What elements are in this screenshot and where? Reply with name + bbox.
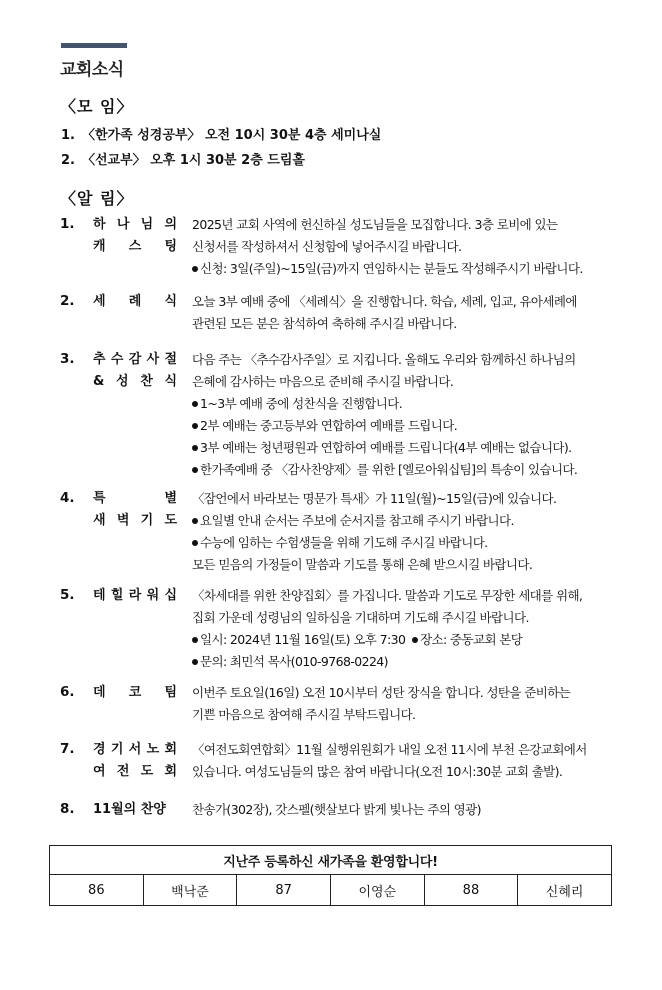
- notice-bullet-line: [192, 534, 622, 556]
- notice-label: [93, 490, 177, 534]
- notice-number: 4.: [60, 490, 75, 506]
- table-cell: 신혜리: [518, 875, 612, 906]
- notice-line: 관련된 모든 분은 참석하여 축하해 주시길 바랍니다.: [192, 316, 457, 331]
- bullet-icon: [192, 540, 198, 546]
- page-title: 교회소식: [60, 60, 124, 80]
- notice-line: 오늘 3부 예배 중에 〈세례식〉을 진행합니다. 학습, 세례, 입교, 유아세례에: [192, 294, 577, 309]
- notice-label: [93, 293, 177, 315]
- notice-bullet-text: 장소: 중동교회 본당: [420, 632, 523, 647]
- bullet-icon: [192, 401, 198, 407]
- notice-bullet-line: [192, 395, 622, 417]
- notice-label-line: & 성 찬 식: [93, 374, 177, 389]
- notice-content: [192, 684, 622, 728]
- notice-content: [192, 801, 622, 823]
- table-cell: 88: [424, 875, 518, 906]
- notice-number: 1.: [60, 216, 75, 232]
- notice-content: [192, 216, 622, 282]
- table-cell: 86: [50, 875, 144, 906]
- table-title: 지난주 등록하신 새가족을 환영합니다!: [50, 846, 612, 875]
- table-row: [50, 875, 612, 906]
- notice-bullet-text: 3부 예배는 청년평원과 연합하여 예배를 드립니다(4부 예배는 없습니다).: [200, 440, 572, 455]
- notice-bullet-text: 신청: 3일(주일)~15일(금)까지 연임하시는 분들도 작성해주시기 바랍니다.: [200, 261, 583, 276]
- notice-label-line: 경 기 서 노 회: [93, 742, 177, 757]
- notice-content: [192, 351, 622, 483]
- notice-line: 이번주 토요일(16일) 오전 10시부터 성탄 장식을 합니다. 성탄을 준비하는: [192, 685, 571, 700]
- bullet-icon: [412, 637, 418, 643]
- notice-bullet-text: 수능에 임하는 수험생들을 위해 기도해 주시길 바랍니다.: [200, 535, 488, 550]
- notice-label-line: 특 별: [93, 491, 177, 506]
- notice-bullet-line: [192, 439, 622, 461]
- notice-label-line: 11월의 찬양: [93, 802, 166, 817]
- notice-line: 〈잠언에서 바라보는 명문가 특새〉가 11일(월)~15일(금)에 있습니다.: [192, 491, 557, 506]
- notice-bullet-text: 문의: 최민석 목사(010-9768-0224): [200, 654, 388, 669]
- notice-label: [93, 741, 177, 785]
- notice-line: 〈차세대를 위한 찬양집회〉를 가집니다. 말씀과 기도로 무장한 세대를 위해,: [192, 588, 583, 603]
- notice-bullet-line: [192, 653, 622, 675]
- notice-label-line: 데 코 팀: [93, 685, 177, 700]
- notice-label-line: 캐 스 팅: [93, 239, 177, 254]
- notice-bullet-line: [192, 461, 622, 483]
- bullet-icon: [192, 518, 198, 524]
- notice-label-line: 추 수 감 사 절: [93, 352, 177, 367]
- notice-content: [192, 587, 622, 675]
- notice-number: 7.: [60, 741, 75, 757]
- meeting-number: 2.: [61, 153, 75, 168]
- notice-bullet-line: [192, 417, 622, 439]
- notice-content: [192, 741, 622, 785]
- notice-line: 다음 주는 〈추수감사주일〉로 지킵니다. 올해도 우리와 함께하신 하나님의: [192, 352, 576, 367]
- meetings-title: 〈모 임〉: [60, 97, 134, 116]
- notice-content: [192, 490, 622, 578]
- meeting-number: 1.: [61, 128, 75, 143]
- table-cell: 이영순: [330, 875, 424, 906]
- notice-line: 기쁜 마음으로 참여해 주시길 부탁드립니다.: [192, 707, 416, 722]
- notice-label: [93, 684, 177, 706]
- notice-bullet-text: 요일별 안내 순서는 주보에 순서지를 참고해 주시기 바랍니다.: [200, 513, 514, 528]
- notice-number: 6.: [60, 684, 75, 700]
- notice-label: [93, 587, 177, 609]
- notice-line: 모든 믿음의 가정들이 말씀과 기도를 통해 은혜 받으시길 바랍니다.: [192, 557, 533, 572]
- notice-bullet-text: 2부 예배는 중고등부와 연합하여 예배를 드립니다.: [200, 418, 458, 433]
- notice-number: 5.: [60, 587, 75, 603]
- notice-line: 있습니다. 여성도님들의 많은 참여 바랍니다(오전 10시:30분 교회 출발).: [192, 764, 563, 779]
- meeting-text: 〈한가족 성경공부〉 오전 10시 30분 4층 세미나실: [82, 128, 382, 143]
- bullet-icon: [192, 467, 198, 473]
- notice-number: 2.: [60, 293, 75, 309]
- bullet-icon: [192, 423, 198, 429]
- bullet-icon: [192, 266, 198, 272]
- table-header-row: [50, 846, 612, 875]
- notices-title: 〈알 림〉: [60, 189, 134, 208]
- notice-label-line: 새 벽 기 도: [93, 513, 177, 528]
- notice-bullet-line: [192, 512, 622, 534]
- meeting-item: [61, 124, 381, 143]
- notice-number: 8.: [60, 801, 75, 817]
- new-family-table: [49, 845, 612, 906]
- notice-label-line: 테 힐 라 워 십: [93, 588, 177, 603]
- notice-bullet-text: 한가족예배 중 〈감사찬양제〉를 위한 [엘로아워십팀]의 특송이 있습니다.: [200, 462, 578, 477]
- header-accent-bar: [61, 43, 127, 48]
- meeting-item: [61, 149, 305, 168]
- notice-line: 2025년 교회 사역에 헌신하실 성도님들을 모집합니다. 3층 로비에 있는: [192, 217, 558, 232]
- table-cell: 87: [237, 875, 331, 906]
- notice-line: 집회 가운데 성령님의 일하심을 기대하며 기도해 주시길 바랍니다.: [192, 610, 529, 625]
- notice-bullet-text: 일시: 2024년 11월 16일(토) 오후 7:30: [200, 632, 406, 647]
- bullet-icon: [192, 659, 198, 665]
- notice-label: [93, 216, 177, 260]
- notice-label-line: 하 나 님 의: [93, 217, 177, 232]
- notice-line: 〈여전도회연합회〉11월 실행위원회가 내일 오전 11시에 부천 은강교회에서: [192, 742, 587, 757]
- notice-line: 신청서를 작성하셔서 신청함에 넣어주시길 바랍니다.: [192, 239, 462, 254]
- meeting-text: 〈선교부〉 오후 1시 30분 2층 드림홀: [82, 153, 305, 168]
- notice-bullet-line: [192, 260, 622, 282]
- bullet-icon: [192, 445, 198, 451]
- notice-bullet-text: 1~3부 예배 중에 성찬식을 진행합니다.: [200, 396, 403, 411]
- notice-label: [93, 801, 177, 823]
- notice-line: 은혜에 감사하는 마음으로 준비해 주시길 바랍니다.: [192, 374, 454, 389]
- notice-label: [93, 351, 177, 395]
- bullet-icon: [192, 637, 198, 643]
- notice-number: 3.: [60, 351, 75, 367]
- notice-label-line: 여 전 도 회: [93, 764, 177, 779]
- notice-label-line: 세 례 식: [93, 294, 177, 309]
- notice-content: [192, 293, 622, 337]
- table-cell: 백낙준: [143, 875, 237, 906]
- notice-line: 찬송가(302장), 갓스펠(햇살보다 밝게 빛나는 주의 영광): [192, 802, 481, 817]
- notice-bullet-line: [192, 631, 622, 653]
